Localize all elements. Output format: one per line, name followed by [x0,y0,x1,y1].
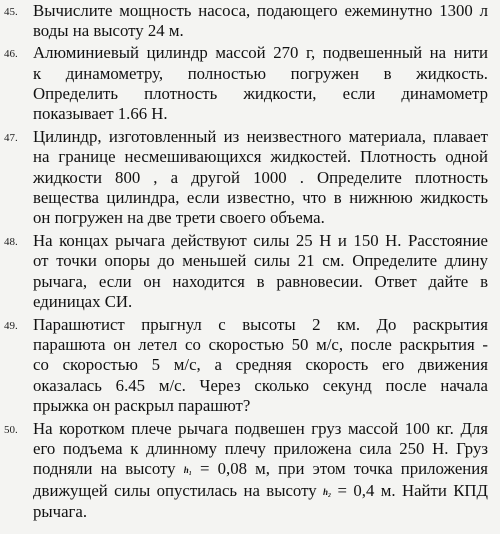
text-fragment: = 0,08 м, при этом точка приложения [200,459,488,479]
problem-text-line: воды на высоту 24 м. [33,21,184,41]
problem-text-line: к динамометру, полностью погружен в жидкость. [33,63,488,83]
problem-text-line: Вычислите мощность насоса, подающего ежеминутно 1300 л [33,1,488,20]
problem-text-line: прыжка он раскрыл парашют? [33,395,251,415]
problem-number: 46. [4,48,18,61]
problem-45 [4,1,488,41]
problem-number: 48. [4,236,18,249]
text-fragment: движущей силы опустилась на высоту [33,480,317,500]
variable-h2: h₂ [323,486,332,497]
problem-number: 45. [4,6,18,18]
text-fragment: = 0,4 м. Найти КПД [337,480,488,500]
problem-text-line: показывает 1.66 Н. [33,104,168,124]
problem-text-line: Определить плотность жидкости, если динамометр [33,83,488,103]
problem-text-line: рычага, если он находится в равновесии. Ответ дайте в [33,271,488,291]
problem-50 [4,419,488,522]
problem-46 [4,43,488,124]
problem-text-line: оказалась 6.45 м/с. Через сколько секунд после начала [33,375,488,395]
problem-text-line: со скоростью 5 м/с, а средняя скорость его движения [33,355,488,375]
problem-text-line: Алюминиевый цилиндр массой 270 г, подвешенный на нити [33,43,488,63]
problem-number: 47. [4,132,18,145]
problem-text-line: парашюта он летел со скоростью 50 м/с, после раскрытия - [33,335,488,355]
problem-text-line: от точки опоры до меньшей силы 21 см. Определите длину [33,251,488,271]
problem-text-line: рычага. [33,501,88,521]
problem-49 [4,315,488,416]
problem-text-line: вещества цилиндра, если известно, что в нижнюю жидкость [33,187,488,207]
problem-48 [4,231,488,312]
variable-h1: h₁ [183,465,192,476]
problem-sheet [0,1,500,534]
text-fragment: подняли на высоту [33,459,176,479]
problem-text-line: он погружен на две трети своего объема. [33,208,325,228]
problem-text-line: На концах рычага действуют силы 25 Н и 150 Н. Расстояние [33,231,488,251]
problem-text-line: Цилиндр, изготовленный из неизвестного материала, плавает [33,127,488,147]
problem-text-line-with-variable [33,459,488,480]
problem-text-line: жидкости 800 , а другой 1000 . Определите плотность [33,167,488,187]
problem-text-line: Парашютист прыгнул с высоты 2 км. До раскрытия [33,315,488,335]
problem-text-line: его подъема к длинному плечу приложена сила 250 Н. Груз [33,439,488,459]
problem-text-line: на границе несмешивающихся жидкостей. Плотность одной [33,147,488,167]
problem-number: 49. [4,320,18,333]
problem-text-line: единицах СИ. [33,291,133,311]
problem-text-line: На коротком плече рычага подвешен груз массой 100 кг. Для [33,419,488,439]
problem-number: 50. [4,424,18,437]
problem-47 [4,127,488,228]
problem-text-line-with-variable [33,481,488,502]
